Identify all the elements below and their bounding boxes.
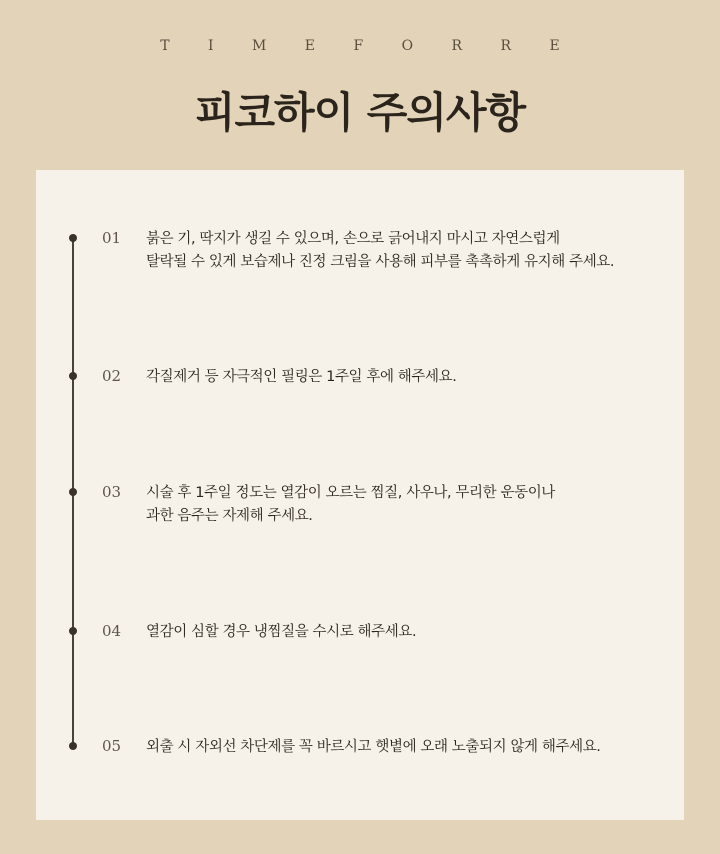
page-title: 피코하이 주의사항: [194, 88, 526, 137]
timeline-dot: [69, 627, 77, 635]
timeline-dot: [69, 372, 77, 380]
item-text: 열감이 심할 경우 냉찜질을 수시로 해주세요.: [146, 624, 417, 640]
timeline-dot: [69, 488, 77, 496]
item-text: 시술 후 1주일 정도는 열감이 오르는 찜질, 사우나, 무리한 운동이나 과한 음주는 자제해 주세요.: [146, 485, 555, 524]
item-text: 각질제거 등 자극적인 필링은 1주일 후에 해주세요.: [146, 369, 457, 385]
precautions-card: [36, 170, 684, 820]
item-number: 05: [102, 737, 122, 755]
item-text: 붉은 기, 딱지가 생길 수 있으며, 손으로 긁어내지 마시고 자연스럽게 탈락될 수 있게 보습제나 진정 크림을 사용해 피부를 촉촉하게 유지해 주세요.: [146, 231, 615, 270]
brand-name: T I M E F O R R E: [160, 38, 577, 54]
item-number: 03: [102, 483, 122, 501]
item-number: 01: [102, 229, 122, 247]
item-text: 외출 시 자외선 차단제를 꼭 바르시고 햇볕에 오래 노출되지 않게 해주세요.: [146, 739, 601, 755]
item-number: 04: [102, 622, 122, 640]
item-number: 02: [102, 367, 122, 385]
timeline-dot: [69, 742, 77, 750]
timeline-dot: [69, 234, 77, 242]
